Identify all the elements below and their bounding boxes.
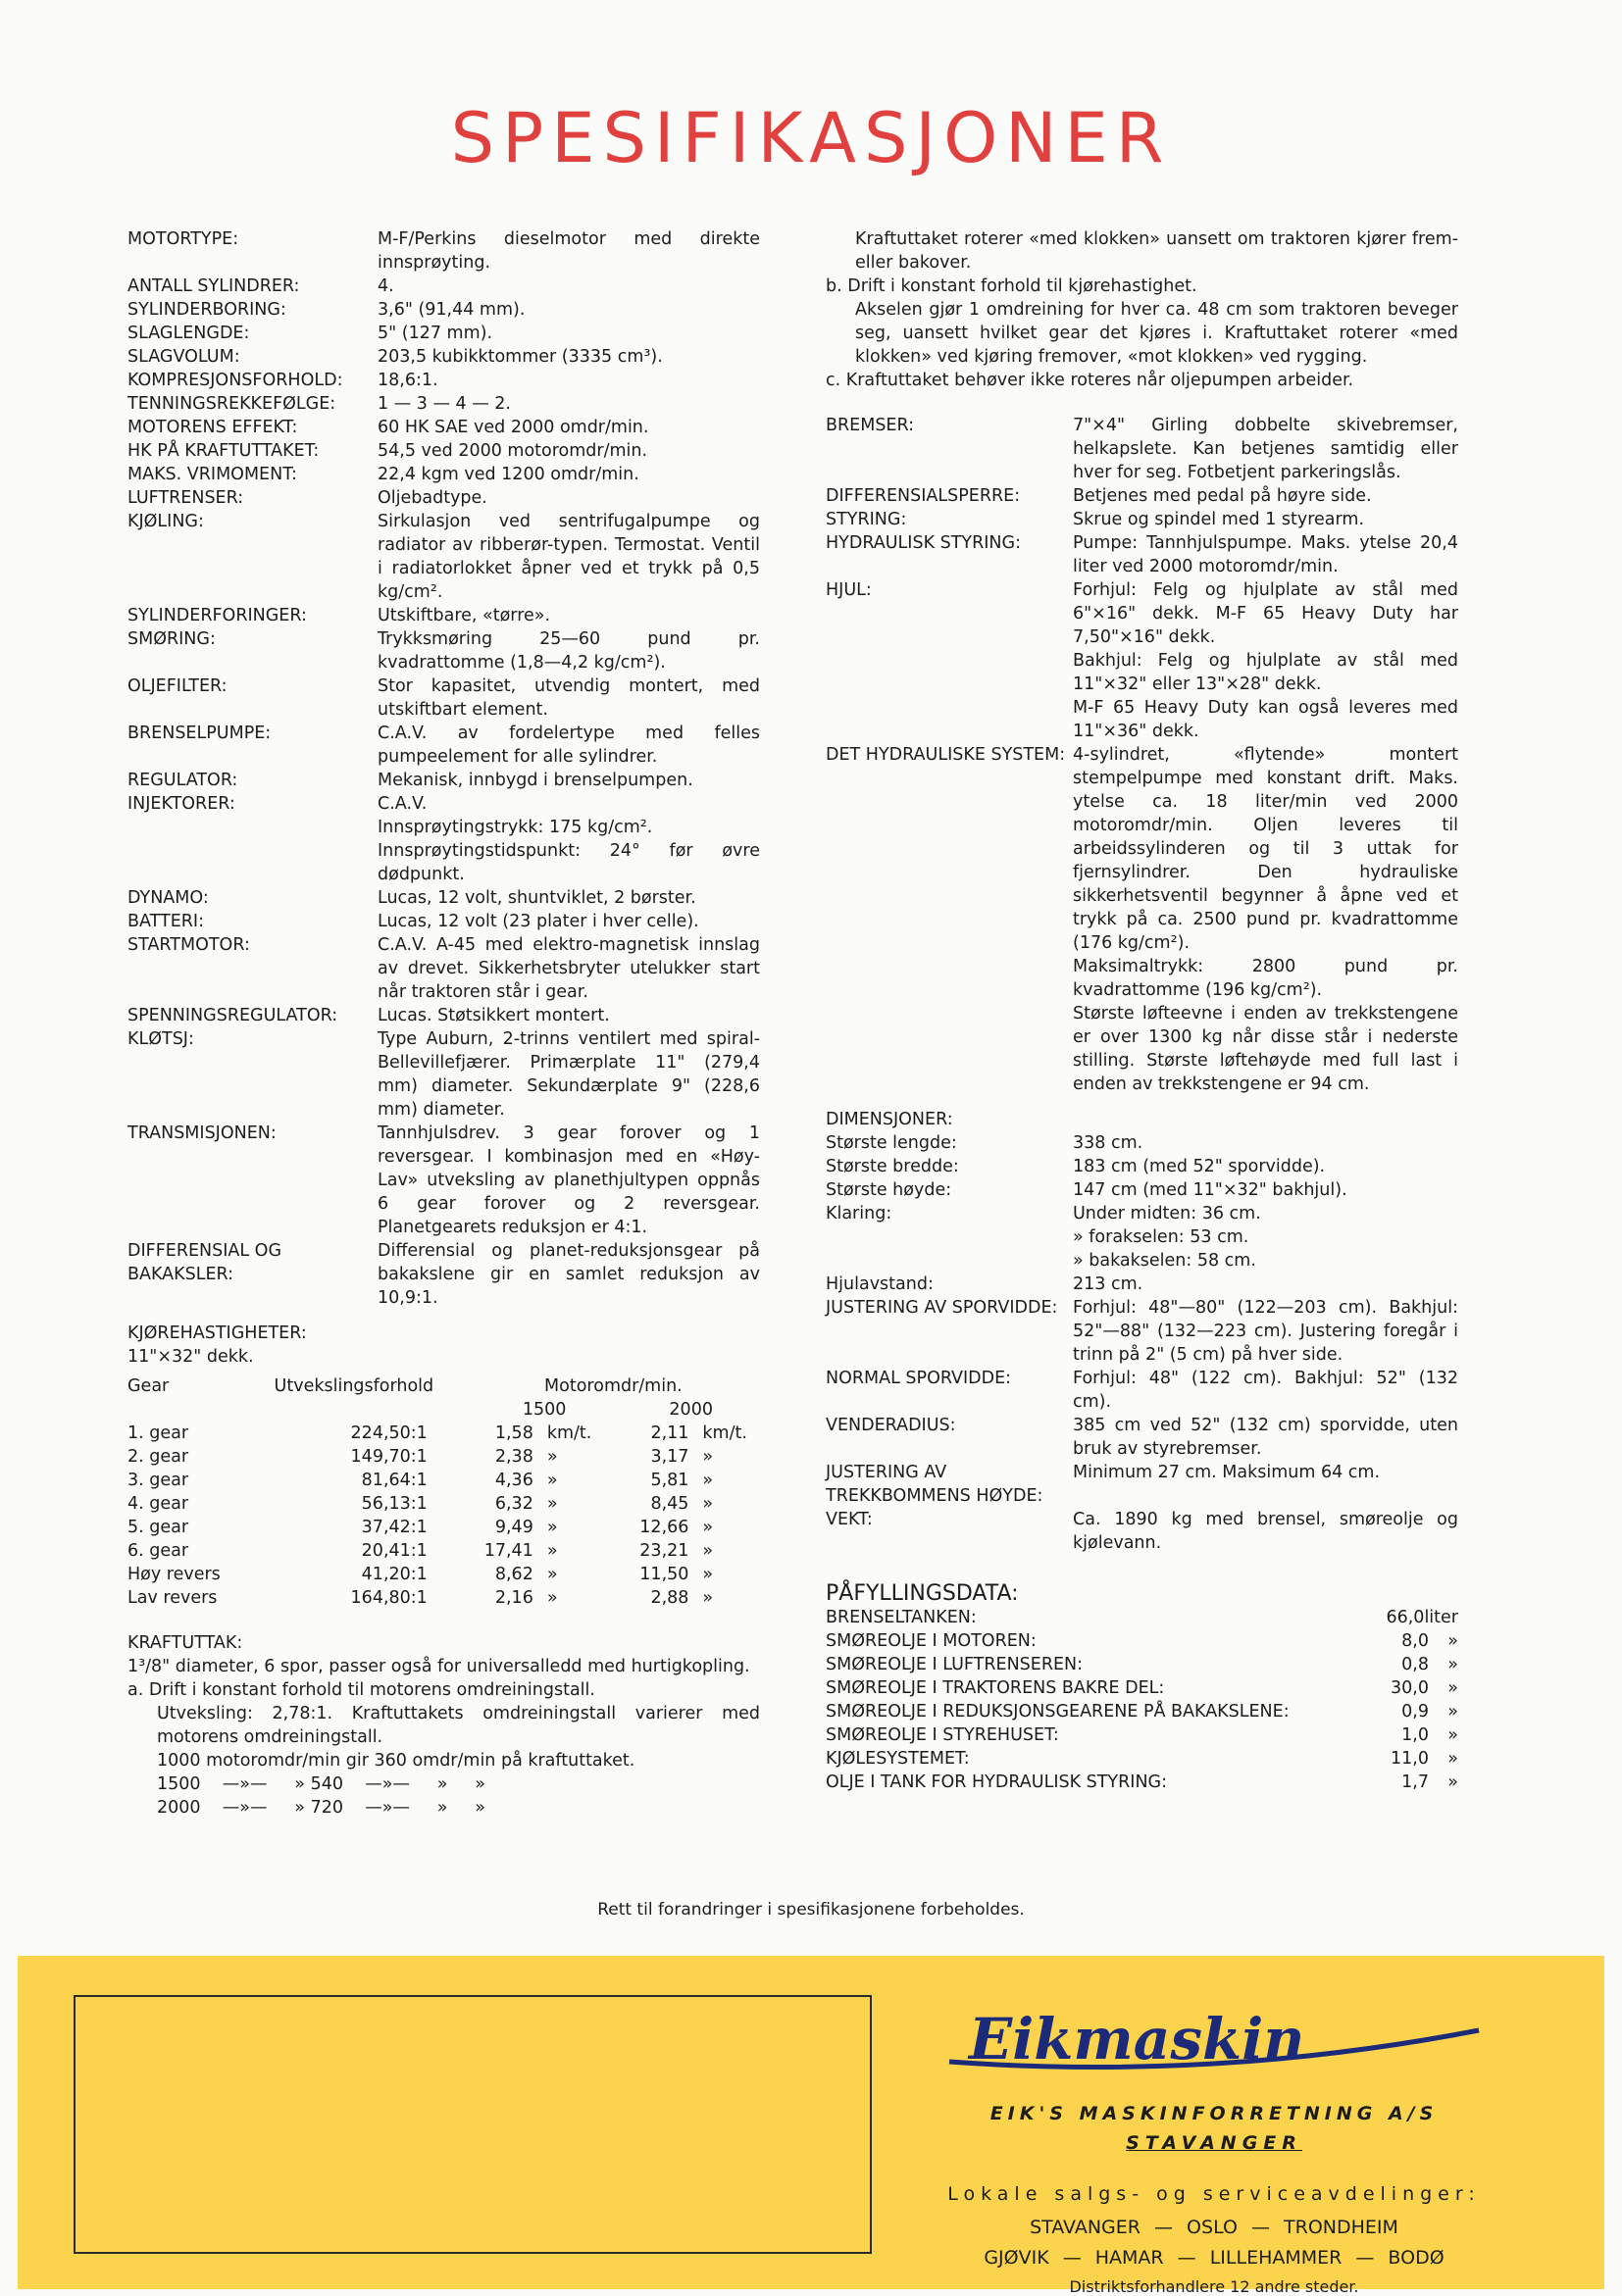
dim-label [826, 1225, 1073, 1249]
speed-row [127, 1586, 760, 1610]
left-spec-row [127, 369, 760, 392]
left-spec-label: MOTORTYPE: [127, 229, 239, 249]
pto-a5: 2000 —»— » 720 —»— » » [157, 1798, 485, 1818]
left-spec-label: SPENNINGSREGULATOR: [127, 1006, 338, 1025]
left-spec-label: SLAGVOLUM: [127, 347, 240, 367]
dim-value: 147 cm (med 11"×32" bakhjul). [1073, 1180, 1347, 1200]
fill-row [826, 1606, 1458, 1629]
dealer-tagline: Lokale salgs- og serviceavdelinger: [947, 2183, 1481, 2205]
pto-a4: 1500 —»— » 540 —»— » » [157, 1774, 485, 1794]
gear-cell: 5. gear [127, 1518, 189, 1537]
pto-text: 1³/8" diameter, 6 spor, passer også for universalledd med hurtigkopling. [127, 1657, 750, 1676]
speed-1500-cell: 4,36 [494, 1471, 533, 1490]
unit-2000-cell: » [702, 1565, 714, 1584]
gear-cell: 2. gear [127, 1447, 189, 1467]
right-spec-row [826, 1002, 1458, 1096]
left-spec-value: Trykksmøring 25—60 pund pr. kvadrattomme (1,8—4,2 kg/cm²). [378, 629, 760, 673]
ratio-cell: 149,70:1 [350, 1447, 428, 1467]
left-spec-row [127, 933, 760, 1004]
left-spec-label: KOMPRESJONSFORHOLD: [127, 371, 343, 390]
fill-row [826, 1771, 1458, 1794]
dim-value: Ca. 1890 kg med brensel, smøreolje og kjølevann. [1073, 1510, 1458, 1553]
left-spec-value: Utskiftbare, «tørre». [378, 606, 551, 625]
dim-row [826, 1461, 1458, 1508]
dealer-places-1: STAVANGER — OSLO — TRONDHEIM [1030, 2217, 1398, 2238]
gear-cell: Høy revers [127, 1565, 221, 1584]
speed-2000-cell: 23,21 [639, 1541, 689, 1561]
fill-amount: 1,0 [1401, 1725, 1429, 1745]
dim-value: Minimum 27 cm. Maksimum 64 cm. [1073, 1463, 1381, 1482]
dim-label: Største lengde: [826, 1133, 957, 1153]
left-spec-label: OLJEFILTER: [127, 676, 228, 696]
pto-a: a. Drift i konstant forhold til motorens omdreiningstall. [127, 1680, 595, 1700]
pto-a2: Utveksling: 2,78:1. Kraftuttakets omdreiningstall varierer med motorens omdreiningstall. [157, 1704, 760, 1747]
fill-list [826, 1606, 1458, 1794]
left-spec-row [127, 604, 760, 627]
speed-2000-cell: 2,88 [650, 1588, 689, 1608]
speed-1500-cell: 2,16 [494, 1588, 533, 1608]
dim-label: Største høyde: [826, 1180, 952, 1200]
left-spec-label: BATTERI: [127, 912, 204, 931]
col-ratio: Utvekslingsforhold [274, 1376, 434, 1396]
left-spec-label: BRENSELPUMPE: [127, 724, 272, 743]
left-spec-value: M-F/Perkins dieselmotor med direkte innsprøyting. [378, 229, 760, 273]
speed-2000-cell: 8,45 [650, 1494, 689, 1514]
left-spec-value: Differensial og planet-reduksjonsgear på bakakslene gir en samlet reduksjon av 10,9:1. [378, 1241, 760, 1308]
fill-row [826, 1747, 1458, 1771]
fill-amount: 0,8 [1401, 1655, 1429, 1674]
gear-cell: 4. gear [127, 1494, 189, 1514]
dim-row [826, 1249, 1458, 1273]
left-spec-row [127, 886, 760, 910]
left-spec-label: HK PÅ KRAFTUTTAKET: [127, 441, 320, 461]
dim-row [826, 1202, 1458, 1225]
right-spec-row [826, 696, 1458, 743]
right-spec-label: HYDRAULISK STYRING: [826, 533, 1021, 553]
fill-label: KJØLESYSTEMET: [826, 1749, 970, 1769]
dim-label: Største bredde: [826, 1157, 959, 1176]
left-spec-label: MAKS. VRIMOMENT: [127, 465, 297, 484]
fill-unit: » [1447, 1678, 1458, 1698]
left-spec-label: SYLINDERFORINGER: [127, 606, 307, 625]
left-spec-row [127, 1122, 760, 1239]
left-column [127, 227, 760, 1820]
left-spec-label: TENNINGSREKKEFØLGE: [127, 394, 336, 414]
dim-row [826, 1131, 1458, 1155]
left-spec-label: INJEKTORER: [127, 794, 235, 814]
right-spec-value: Skrue og spindel med 1 styrearm. [1073, 510, 1365, 529]
left-spec-row [127, 1027, 760, 1122]
dim-row [826, 1155, 1458, 1178]
speeds-heading: KJØREHASTIGHETER: [127, 1323, 307, 1343]
dim-row [826, 1296, 1458, 1367]
unit-1500-cell: » [546, 1588, 558, 1608]
left-spec-value: 4. [378, 276, 394, 296]
left-spec-value: 3,6" (91,44 mm). [378, 300, 526, 320]
unit-2000-cell: » [702, 1518, 714, 1537]
pto-b2: Akselen gjør 1 omdreining for hver ca. 48 cm som traktoren beveger seg, uansett hvilket gear det kjøres i. Kraftuttaket roterer «med klokken» ved kjøring fremover, «mot klokken» ved rygging. [855, 300, 1458, 367]
dim-value: Under midten: 36 cm. [1073, 1204, 1261, 1223]
unit-1500-cell: km/t. [546, 1423, 592, 1443]
dealer-places-2: GJØVIK — HAMAR — LILLEHAMMER — BODØ [984, 2247, 1445, 2269]
eikmaskin-logo [930, 2005, 1498, 2083]
dim-value: 385 cm ved 52" (132 cm) sporvidde, uten bruk av styrebremser. [1073, 1416, 1458, 1459]
fill-row [826, 1653, 1458, 1676]
right-spec-row [826, 955, 1458, 1002]
dims-list [826, 1131, 1458, 1555]
fill-amount: 11,0 [1391, 1749, 1429, 1769]
left-spec-label: REGULATOR: [127, 771, 238, 790]
dim-row [826, 1225, 1458, 1249]
dealer-footer: Distriktsforhandlere 12 andre steder. [1069, 2277, 1359, 2296]
pto-b: b. Drift i konstant forhold til kjørehastighet. [826, 276, 1197, 296]
ratio-cell: 20,41:1 [361, 1541, 428, 1561]
left-spec-row [127, 1239, 760, 1310]
speed-row [127, 1539, 760, 1563]
right-spec-list [826, 414, 1458, 1096]
fill-row [826, 1676, 1458, 1700]
unit-1500-cell: » [546, 1518, 558, 1537]
unit-2000-cell: » [702, 1541, 714, 1561]
speed-1500-cell: 2,38 [494, 1447, 533, 1467]
col-2000: 2000 [669, 1400, 713, 1420]
unit-1500-cell: » [546, 1565, 558, 1584]
left-spec-label: LUFTRENSER: [127, 488, 244, 508]
speed-2000-cell: 12,66 [639, 1518, 689, 1537]
speed-table [127, 1374, 760, 1610]
speed-2000-cell: 11,50 [639, 1565, 689, 1584]
fill-amount: 66,0 [1386, 1608, 1425, 1627]
unit-1500-cell: » [546, 1541, 558, 1561]
left-spec-value: Lucas, 12 volt (23 plater i hver celle). [378, 912, 699, 931]
unit-1500-cell: » [546, 1447, 558, 1467]
right-spec-label [826, 1002, 1073, 1096]
right-spec-label: STYRING: [826, 510, 907, 529]
gear-cell: 1. gear [127, 1423, 189, 1443]
left-spec-value: Lucas. Støtsikkert montert. [378, 1006, 610, 1025]
right-column [826, 227, 1458, 1794]
left-spec-row [127, 769, 760, 792]
speed-2000-cell: 2,11 [650, 1423, 689, 1443]
fill-label: OLJE I TANK FOR HYDRAULISK STYRING: [826, 1772, 1167, 1792]
gear-cell: Lav revers [127, 1588, 218, 1608]
pto-rotation-text: Kraftuttaket roterer «med klokken» uansett om traktoren kjører frem- eller bakover. [855, 229, 1458, 273]
ratio-cell: 37,42:1 [361, 1518, 428, 1537]
unit-2000-cell: » [702, 1447, 714, 1467]
left-spec-value: 1 — 3 — 4 — 2. [378, 394, 511, 414]
right-spec-value: Pumpe: Tannhjulspumpe. Maks. ytelse 20,4 liter ved 2000 motoromdr/min. [1073, 533, 1458, 576]
left-spec-label [127, 839, 378, 886]
ratio-cell: 224,50:1 [350, 1423, 428, 1443]
ratio-cell: 41,20:1 [361, 1565, 428, 1584]
fill-label: SMØREOLJE I REDUKSJONSGEARENE PÅ BAKAKSLENE: [826, 1702, 1290, 1722]
speed-2000-cell: 3,17 [650, 1447, 689, 1467]
left-spec-label: KJØLING: [127, 512, 204, 531]
pto-c: c. Kraftuttaket behøver ikke roteres når oljepumpen arbeider. [826, 371, 1354, 390]
left-spec-value: C.A.V. A-45 med elektro-magnetisk innslag av drevet. Sikkerhetsbryter utelukker start når traktoren står i gear. [378, 935, 760, 1002]
dim-value: Forhjul: 48" (122 cm). Bakhjul: 52" (132 cm). [1073, 1369, 1458, 1412]
left-spec-row [127, 510, 760, 604]
right-spec-value: Bakhjul: Felg og hjulplate av stål med 11"×32" eller 13"×28" dekk. [1073, 651, 1458, 694]
fill-label: SMØREOLJE I LUFTRENSEREN: [826, 1655, 1084, 1674]
gear-cell: 3. gear [127, 1471, 189, 1490]
left-spec-row [127, 227, 760, 275]
left-spec-row [127, 486, 760, 510]
dim-value: » forakselen: 53 cm. [1073, 1227, 1249, 1247]
speed-1500-cell: 6,32 [494, 1494, 533, 1514]
pto-a3: 1000 motoromdr/min gir 360 omdr/min på kraftuttaket. [157, 1751, 635, 1771]
dealer-city: STAVANGER [1126, 2132, 1302, 2154]
left-spec-value: C.A.V. [378, 794, 428, 814]
left-spec-label: SYLINDERBORING: [127, 300, 286, 320]
fill-row [826, 1723, 1458, 1747]
dim-row [826, 1508, 1458, 1555]
left-spec-row [127, 392, 760, 416]
left-spec-row [127, 674, 760, 722]
right-spec-value: 7"×4" Girling dobbelte skivebremser, helkapslete. Kan betjenes samtidig eller hver for seg. Fotbetjent parkeringslås. [1073, 416, 1458, 482]
fill-unit: » [1447, 1725, 1458, 1745]
left-spec-label: TRANSMISJONEN: [127, 1123, 277, 1143]
ratio-cell: 81,64:1 [361, 1471, 428, 1490]
right-spec-row [826, 743, 1458, 955]
left-spec-row [127, 1004, 760, 1027]
unit-2000-cell: km/t. [702, 1423, 747, 1443]
speed-1500-cell: 17,41 [483, 1541, 533, 1561]
fill-row [826, 1700, 1458, 1723]
right-spec-value: Maksimaltrykk: 2800 pund pr. kvadrattomme (196 kg/cm²). [1073, 957, 1458, 1000]
right-spec-value: Forhjul: Felg og hjulplate av stål med 6"×16" dekk. M-F 65 Heavy Duty har 7,50"×16" dekk. [1073, 580, 1458, 647]
fill-amount: 1,7 [1401, 1772, 1429, 1792]
speed-table-subheader [127, 1398, 760, 1422]
right-spec-value: M-F 65 Heavy Duty kan også leveres med 11"×36" dekk. [1073, 698, 1458, 741]
left-spec-value: Tannhjulsdrev. 3 gear forover og 1 reversgear. I kombinasjon med en «Høy-Lav» utveksling av planethjultypen oppnås 6 gear forover og 2 reversgear. Planetgearets reduksjon er 4:1. [378, 1123, 760, 1237]
dealer-stamp-box [74, 1995, 872, 2254]
left-spec-row [127, 345, 760, 369]
left-spec-value: 60 HK SAE ved 2000 omdr/min. [378, 418, 649, 437]
unit-2000-cell: » [702, 1588, 714, 1608]
ratio-cell: 56,13:1 [361, 1494, 428, 1514]
left-spec-value: 54,5 ved 2000 motoromdr/min. [378, 441, 648, 461]
unit-2000-cell: » [702, 1471, 714, 1490]
dim-label: NORMAL SPORVIDDE: [826, 1369, 1012, 1388]
unit-1500-cell: » [546, 1471, 558, 1490]
speed-row [127, 1445, 760, 1469]
dim-label: JUSTERING AV TREKKBOMMENS HØYDE: [826, 1463, 1043, 1506]
left-spec-value: C.A.V. av fordelertype med felles pumpeelement for alle sylindrer. [378, 724, 760, 767]
left-spec-row [127, 322, 760, 345]
speed-2000-cell: 5,81 [650, 1471, 689, 1490]
left-spec-value: Type Auburn, 2-trinns ventilert med spiral-Bellevillefjærer. Primærplate 11" (279,4 mm) diameter. Sekundærplate 9" (228,6 mm) diameter. [378, 1029, 760, 1120]
left-spec-label: SLAGLENGDE: [127, 324, 250, 343]
left-spec-value: Oljebadtype. [378, 488, 487, 508]
right-spec-label: DET HYDRAULISKE SYSTEM: [826, 745, 1066, 765]
fill-unit: » [1447, 1655, 1458, 1674]
dim-row [826, 1273, 1458, 1296]
left-spec-row [127, 439, 760, 463]
left-spec-list [127, 227, 760, 1310]
fill-unit: » [1447, 1749, 1458, 1769]
dim-value: Forhjul: 48"—80" (122—203 cm). Bakhjul: 52"—88" (132—223 cm). Justering foregår i trinn på 2" (5 cm) på hver side. [1073, 1298, 1458, 1365]
fill-label: SMØREOLJE I MOTOREN: [826, 1631, 1037, 1651]
left-spec-row [127, 298, 760, 322]
left-spec-value: Sirkulasjon ved sentrifugalpumpe og radiator av ribberør-typen. Termostat. Ventil i radiatorlokket åpner ved et trykk på 0,5 kg/cm². [378, 512, 760, 602]
right-spec-value: Betjenes med pedal på høyre side. [1073, 486, 1372, 506]
left-spec-row [127, 627, 760, 674]
ratio-cell: 164,80:1 [350, 1588, 428, 1608]
gear-cell: 6. gear [127, 1541, 189, 1561]
left-spec-row [127, 792, 760, 816]
left-spec-value: Lucas, 12 volt, shuntviklet, 2 børster. [378, 888, 696, 908]
notice-text: Rett til forandringer i spesifikasjonene forbeholdes. [597, 1900, 1025, 1920]
dim-value: » bakakselen: 58 cm. [1073, 1251, 1256, 1271]
speed-1500-cell: 9,49 [494, 1518, 533, 1537]
fill-amount: 30,0 [1391, 1678, 1429, 1698]
fill-heading: PÅFYLLINGSDATA: [826, 1581, 1019, 1606]
right-spec-label [826, 696, 1073, 743]
dim-label [826, 1249, 1073, 1273]
speed-1500-cell: 8,62 [494, 1565, 533, 1584]
col-gear: Gear [127, 1376, 170, 1396]
left-spec-row [127, 910, 760, 933]
right-spec-label: DIFFERENSIALSPERRE: [826, 486, 1021, 506]
speed-row [127, 1563, 760, 1586]
left-spec-value: Innsprøytingstidspunkt: 24° før øvre dødpunkt. [378, 841, 760, 884]
left-spec-row [127, 816, 760, 839]
right-spec-row [826, 649, 1458, 696]
left-spec-row [127, 275, 760, 298]
fill-unit: » [1447, 1631, 1458, 1651]
right-spec-label: HJUL: [826, 580, 872, 600]
speed-1500-cell: 1,58 [494, 1423, 533, 1443]
page-title: SPESIFIKASJONER [450, 98, 1172, 178]
left-spec-value: 203,5 kubikktommer (3335 cm³). [378, 347, 663, 367]
fill-unit: » [1447, 1772, 1458, 1792]
right-spec-row [826, 414, 1458, 484]
dim-row [826, 1414, 1458, 1461]
dealer-company: EIK'S MASKINFORRETNING A/S [989, 2103, 1439, 2124]
fill-label: SMØREOLJE I TRAKTORENS BAKRE DEL: [826, 1678, 1165, 1698]
left-spec-label: SMØRING: [127, 629, 216, 649]
dim-value: 213 cm. [1073, 1274, 1143, 1294]
left-spec-label: KLØTSJ: [127, 1029, 194, 1049]
left-spec-label: STARTMOTOR: [127, 935, 250, 955]
speed-row [127, 1422, 760, 1445]
unit-2000-cell: » [702, 1494, 714, 1514]
left-spec-value: Stor kapasitet, utvendig montert, med utskiftbart element. [378, 676, 760, 720]
left-spec-label: MOTORENS EFFEKT: [127, 418, 298, 437]
fill-row [826, 1629, 1458, 1653]
dim-label: JUSTERING AV SPORVIDDE: [826, 1298, 1058, 1318]
left-spec-value: 18,6:1. [378, 371, 438, 390]
fill-unit: liter [1424, 1608, 1458, 1627]
speed-table-header [127, 1374, 760, 1398]
right-spec-row [826, 531, 1458, 578]
speed-row [127, 1469, 760, 1492]
dealer-band [18, 1956, 1604, 2296]
left-spec-value: 22,4 kgm ved 1200 omdr/min. [378, 465, 639, 484]
fill-amount: 8,0 [1401, 1631, 1429, 1651]
dim-label: VEKT: [826, 1510, 873, 1529]
col-rpm: Motoromdr/min. [544, 1376, 683, 1396]
left-spec-label: DIFFERENSIAL OG BAKAKSLER: [127, 1241, 282, 1284]
pto-heading: KRAFTUTTAK: [127, 1633, 243, 1653]
fill-label: SMØREOLJE I STYREHUSET: [826, 1725, 1059, 1745]
right-spec-label: BREMSER: [826, 416, 915, 435]
left-spec-value: 5" (127 mm). [378, 324, 493, 343]
right-spec-label [826, 649, 1073, 696]
left-spec-row [127, 722, 760, 769]
left-spec-label: DYNAMO: [127, 888, 209, 908]
left-spec-row [127, 416, 760, 439]
fill-unit: » [1447, 1702, 1458, 1722]
speed-row [127, 1516, 760, 1539]
dim-value: 183 cm (med 52" sporvidde). [1073, 1157, 1326, 1176]
left-spec-value: Innsprøytingstrykk: 175 kg/cm². [378, 818, 653, 837]
right-spec-row [826, 578, 1458, 649]
left-spec-label [127, 816, 378, 839]
right-spec-row [826, 508, 1458, 531]
dims-heading: DIMENSJONER: [826, 1110, 953, 1129]
fill-amount: 0,9 [1401, 1702, 1429, 1722]
dim-value: 338 cm. [1073, 1133, 1143, 1153]
right-spec-value: Største løfteevne i enden av trekkstengene er over 1300 kg når disse står i nederste stilling. Største løftehøyde med full last i enden av trekkstengene er 94 cm. [1073, 1004, 1458, 1094]
left-spec-row [127, 839, 760, 886]
right-spec-row [826, 484, 1458, 508]
dim-row [826, 1367, 1458, 1414]
dim-label: Klaring: [826, 1204, 892, 1223]
left-spec-value: Mekanisk, innbygd i brenselpumpen. [378, 771, 693, 790]
right-spec-label [826, 955, 1073, 1002]
fill-label: BRENSELTANKEN: [826, 1608, 977, 1627]
left-spec-label: ANTALL SYLINDRER: [127, 276, 300, 296]
right-spec-value: 4-sylindret, «flytende» montert stempelpumpe med konstant drift. Maks. ytelse ca. 18 liter/min ved 2000 motoromdr/min. Oljen leveres til arbeidssylinderen og til 3 uttak for fjernsylindrer. Den hydrauliske sikkerhetsventil begynner å åpne ved et trykk på ca. 2500 pund pr. kvadrattomme (176 kg/cm²). [1073, 745, 1458, 953]
speeds-subheading: 11"×32" dekk. [127, 1347, 254, 1367]
left-spec-row [127, 463, 760, 486]
dim-row [826, 1178, 1458, 1202]
logo-text: Eikmaskin [969, 2006, 1305, 2072]
unit-1500-cell: » [546, 1494, 558, 1514]
speed-row [127, 1492, 760, 1516]
col-1500: 1500 [522, 1400, 567, 1420]
dim-label: Hjulavstand: [826, 1274, 934, 1294]
dim-label: VENDERADIUS: [826, 1416, 956, 1435]
